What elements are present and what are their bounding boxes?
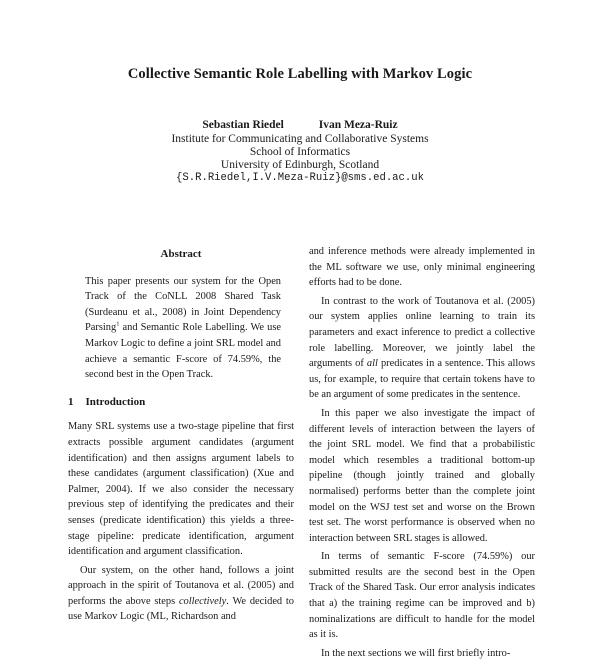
body-paragraph: and inference methods were already implemented in the ML software we use, only minimal engineering efforts had to be done. (309, 246, 535, 289)
abstract-text-part2: and Semantic Role Labelling. We use Markov Logic to define a joint SRL model and achieve a semantic F-score of 74.59%, the second best in the Open Track. (85, 322, 281, 381)
paragraph-text: Our system, on the other hand, follows a joint approach in the spirit of Toutanova et al. (2005) and performs the above steps (68, 564, 294, 607)
section-title: Introduction (85, 395, 146, 408)
body-paragraph: Many SRL systems use a two-stage pipeline that first extracts possible argument candidates (argument identification) and then assigns argument labels to these candidates (argument classification) (Xue and Palmer, 2004). If we also consider the necessary previous step of identifying the predicates and their senses (predicate identification) this yields a three-stage pipeline: predicate identification, argument identification and argument classification. (68, 421, 294, 558)
institute-name: Institute for Communicating and Collaborative Systems (171, 133, 429, 145)
body-paragraph: In this paper we also investigate the impact of different levels of interaction between the layers of the joint SRL model. We find that a probabilistic model which resembles a traditional bottom-up pipeline (though jointly trained and globally normalised) performs better than the complete joint model on the WSJ test set and worse on the Brown test set. The worst performance is observed when no interaction between SRL stages is allowed. (309, 407, 535, 544)
left-column (68, 244, 294, 625)
section-number: 1 (68, 395, 74, 408)
emphasis-text: all (366, 358, 378, 370)
body-paragraph (309, 294, 535, 403)
abstract-heading: Abstract (160, 248, 202, 260)
abstract-text (85, 274, 281, 383)
emphasis-text: collectively (178, 595, 227, 607)
footnote-mark: 1 (116, 320, 120, 328)
paragraph-text: predicates in a sentence. This allows us, for example, to require that certain tokens have to be an argument of some predicates in the sentence. (309, 358, 535, 401)
right-column (309, 244, 535, 661)
paper-title: Collective Semantic Role Labelling with Markov Logic (127, 66, 473, 82)
paragraph-text: In contrast to the work of Toutanova et al. (2005) our system applies online learning to train its parameters and exact inference to predict a collective role labelling. Moreover, we jointly label the arguments of (309, 295, 535, 370)
body-paragraph: In the next sections we will first briefly intro- (321, 647, 511, 659)
author-list (0, 119, 600, 131)
body-paragraph (68, 563, 294, 625)
paragraph-text: . We decided to use Markov Logic (ML, Richardson and (68, 595, 294, 623)
university-name: University of Edinburgh, Scotland (220, 159, 380, 171)
body-paragraph: In terms of semantic F-score (74.59%) our submitted results are the second best in the Open Track of the Shared Task. Our error analysis indicates that a) the training regime can be improved and b) nominalizations are difficult to handle for the model as it is. (309, 551, 535, 641)
author-name: Ivan Meza-Ruiz (318, 119, 398, 131)
school-name: School of Informatics (249, 146, 351, 158)
abstract-text-part1: This paper presents our system for the Open Track of the CoNLL 2008 Shared Task (Surdeanu et al., 2008) in Joint Dependency Parsing (85, 275, 281, 334)
section-heading (68, 395, 294, 411)
author-name: Sebastian Riedel (202, 119, 284, 131)
author-email: {S.R.Riedel,I.V.Meza-Ruiz}@sms.ed.ac.uk (176, 172, 424, 184)
